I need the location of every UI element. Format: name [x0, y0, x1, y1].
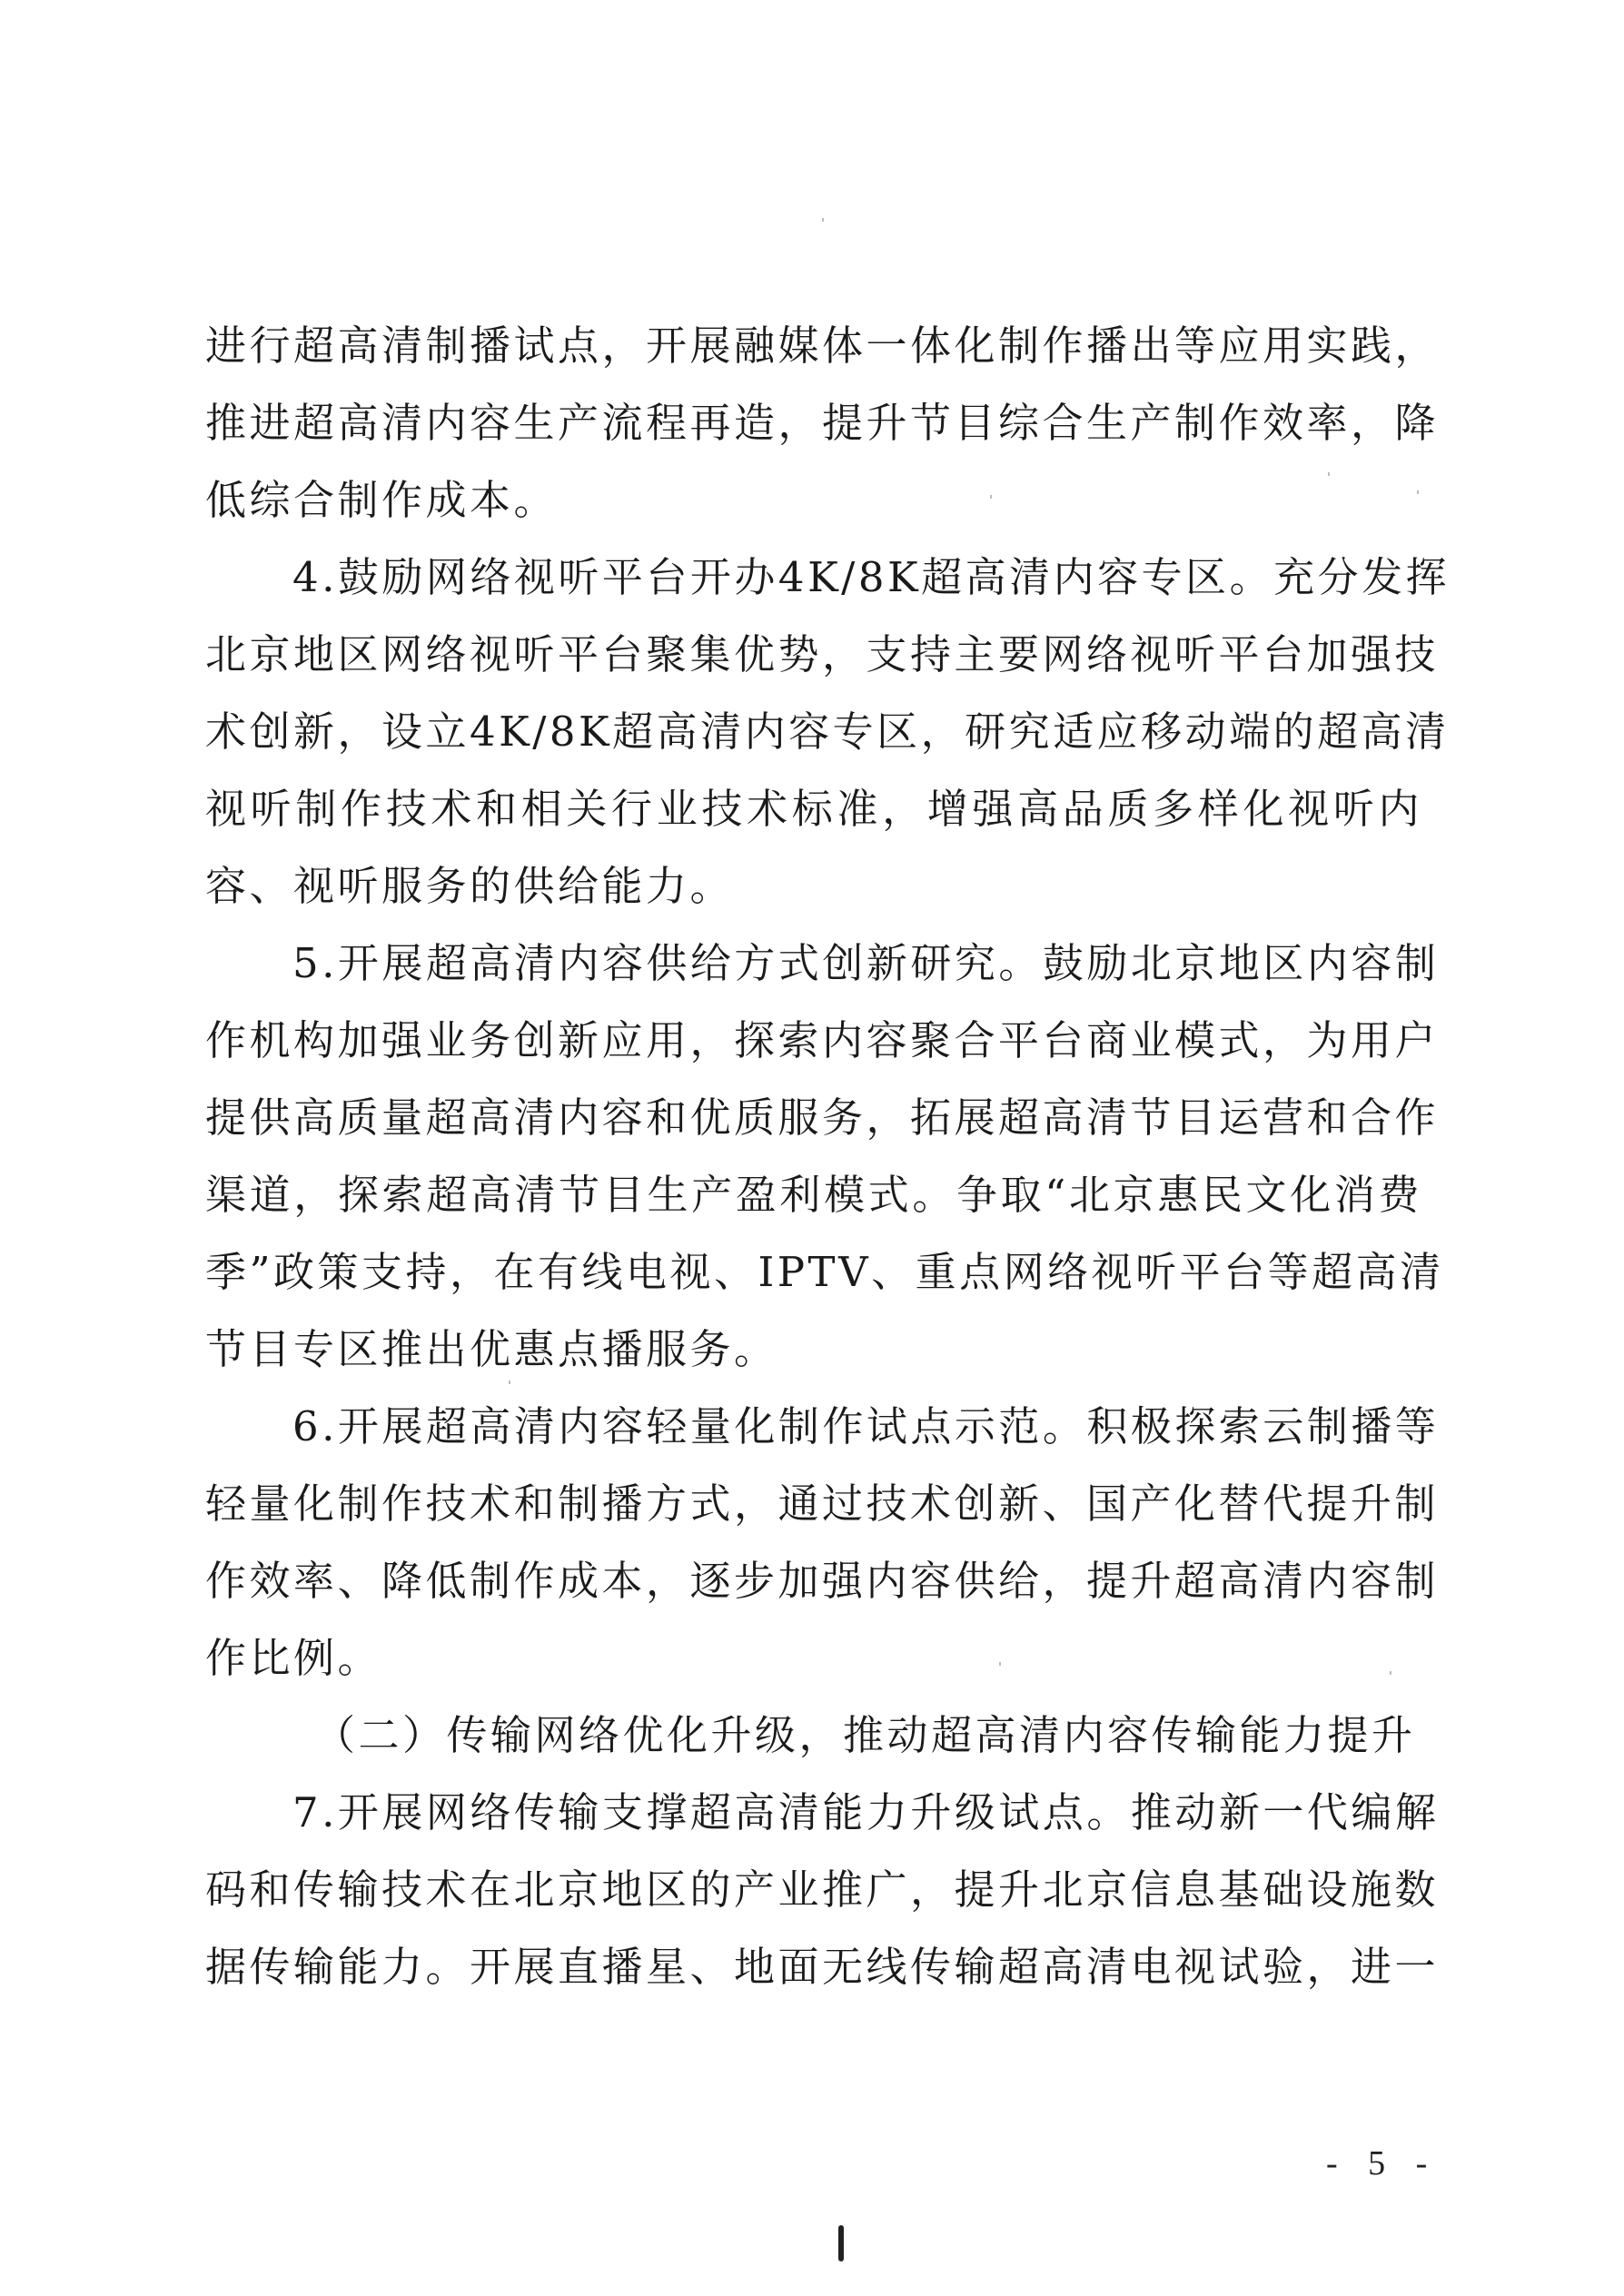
text-line: 季”政策支持，在有线电视、IPTV、重点网络视听平台等超高清	[205, 1248, 1444, 1296]
text-line: 视听制作技术和相关行业技术标准，增强高品质多样化视听内	[205, 785, 1422, 833]
text-line: 术创新，设立4K/8K超高清内容专区，研究适应移动端的超高清	[205, 708, 1450, 756]
scan-speck	[509, 1381, 510, 1384]
text-line: 北京地区网络视听平台聚集优势，支持主要网络视听平台加强技	[205, 630, 1440, 678]
document-body	[205, 307, 1451, 2005]
section-heading: （二）传输网络优化升级，推动超高清内容传输能力提升	[314, 1711, 1416, 1759]
scan-speck	[990, 495, 992, 499]
text-line: 进行超高清制播试点，开展融媒体一体化制作播出等应用实践，	[205, 322, 1440, 370]
item-6-first-line: 6.开展超高清内容轻量化制作试点示范。积极探索云制播等	[292, 1402, 1440, 1450]
text-line: 轻量化制作技术和制播方式，通过技术创新、国产化替代提升制	[205, 1480, 1440, 1528]
binding-mark	[838, 2225, 844, 2261]
item-5-first-line: 5.开展超高清内容供给方式创新研究。鼓励北京地区内容制	[292, 939, 1440, 987]
scan-speck	[999, 1662, 1001, 1666]
scan-speck	[1390, 1671, 1391, 1675]
text-line: 提供高质量超高清内容和优质服务，拓展超高清节目运营和合作	[205, 1094, 1440, 1142]
page-number: - 5 -	[1326, 2144, 1439, 2182]
text-line: 容、视听服务的供给能力。	[205, 862, 735, 910]
text-line: 节目专区推出优惠点播服务。	[205, 1325, 778, 1373]
scan-speck	[1328, 472, 1330, 476]
item-4-first-line: 4.鼓励网络视听平台开办4K/8K超高清内容专区。充分发挥	[292, 553, 1451, 601]
item-7-first-line: 7.开展网络传输支撑超高清能力升级试点。推动新一代编解	[292, 1788, 1440, 1836]
text-line: 作效率、降低制作成本，逐步加强内容供给，提升超高清内容制	[205, 1557, 1440, 1605]
text-line: 低综合制作成本。	[205, 476, 559, 524]
text-line: 作机构加强业务创新应用，探索内容聚合平台商业模式，为用户	[205, 1016, 1440, 1064]
scan-speck	[822, 218, 824, 222]
text-line: 码和传输技术在北京地区的产业推广，提升北京信息基础设施数	[205, 1866, 1440, 1914]
scan-speck	[1417, 490, 1419, 494]
text-line: 推进超高清内容生产流程再造，提升节目综合生产制作效率，降	[205, 399, 1440, 447]
text-line: 作比例。	[205, 1634, 382, 1682]
text-line: 渠道，探索超高清节目生产盈利模式。争取“北京惠民文化消费	[205, 1171, 1422, 1219]
text-line: 据传输能力。开展直播星、地面无线传输超高清电视试验，进一	[205, 1943, 1440, 1991]
